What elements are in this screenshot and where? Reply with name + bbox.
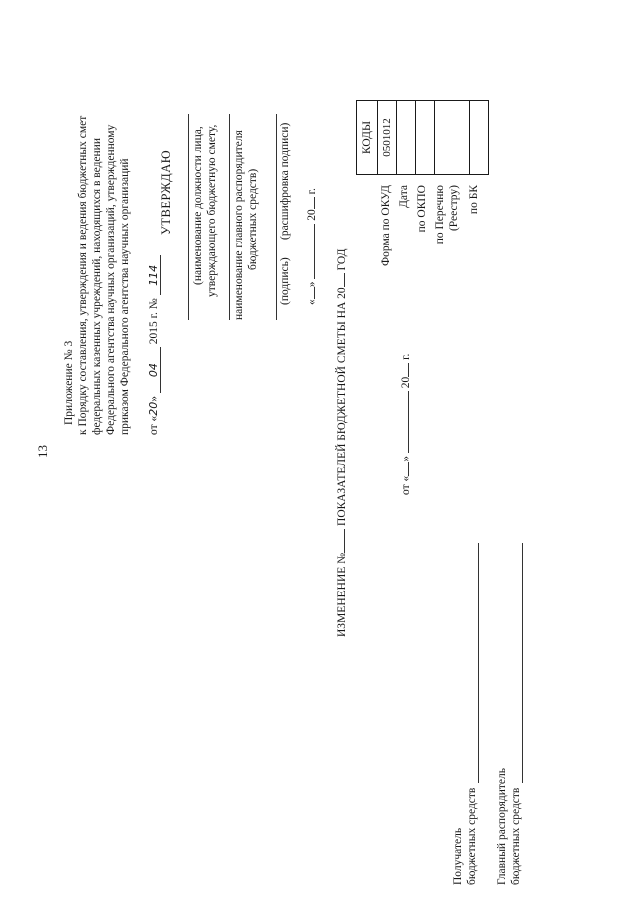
from-close: » xyxy=(400,456,412,462)
codes-table xyxy=(356,100,489,175)
recipient-line xyxy=(478,543,479,783)
title-middle: ПОКАЗАТЕЛЕЙ БЮДЖЕТНОЙ СМЕТЫ НА 20 xyxy=(336,287,348,526)
date-open: « xyxy=(306,299,318,305)
codes-header: КОДЫ xyxy=(357,101,378,175)
label-bk: по БК xyxy=(468,185,480,215)
code-okpo xyxy=(416,101,435,175)
appendix-order-date xyxy=(147,255,161,435)
recipient-label: Получатель xyxy=(452,827,464,885)
manager-line-bottom xyxy=(522,543,523,783)
order-year: 2015 г. № xyxy=(148,298,160,345)
from-year-suffix: г. xyxy=(400,353,412,360)
appendix-line: к Порядку составления, утверждения и ведения бюджетных смет xyxy=(77,115,89,435)
code-date xyxy=(397,101,416,175)
date-close: » xyxy=(306,281,318,288)
order-quote: » xyxy=(148,396,160,402)
approval-caption: (наименование должности лица, xyxy=(192,126,204,285)
signature-line xyxy=(276,114,277,320)
label-date: Дата xyxy=(398,185,410,208)
signature-caption: (подпись) xyxy=(279,257,291,305)
date-year-suffix: г. xyxy=(306,188,318,195)
approval-caption: наименование главного распорядителя xyxy=(233,130,245,320)
approval-date xyxy=(306,188,319,305)
manager-label: Главный распорядитель xyxy=(496,768,508,885)
approval-caption: бюджетных средств) xyxy=(247,168,259,270)
manager-label-2: бюджетных средств xyxy=(510,787,522,885)
position-line xyxy=(188,114,189,320)
code-okud: 0501012 xyxy=(378,101,397,175)
approval-title: УТВЕРЖДАЮ xyxy=(159,149,173,235)
appendix-line: приказом Федерального агентства научных организаций xyxy=(119,158,131,435)
from-year: 20 xyxy=(400,376,412,389)
appendix-line: федеральных казенных учреждений, находящихся в ведении xyxy=(91,138,103,435)
order-number: 114 xyxy=(147,255,161,295)
signature-decode-caption: (расшифровка подписи) xyxy=(279,122,291,240)
label-registry: (Реестру) xyxy=(448,185,460,232)
recipient-label-2: бюджетных средств xyxy=(466,787,478,885)
date-year: 20 xyxy=(306,209,318,221)
label-okpo: по ОКПО xyxy=(416,185,428,233)
label-okud: Форма по ОКУД xyxy=(380,185,392,266)
order-month: 04 xyxy=(147,347,161,393)
appendix-title: Приложение № 3 xyxy=(63,340,75,425)
title-prefix: ИЗМЕНЕНИЕ № xyxy=(336,552,348,637)
order-day: 20 xyxy=(147,401,160,416)
appendix-line: Федерального агентства научных организаций, утвержденному xyxy=(105,124,117,435)
code-registry xyxy=(435,101,470,175)
label-list: по Перечню xyxy=(434,185,446,245)
order-from: от « xyxy=(148,415,160,435)
document-title xyxy=(336,249,349,637)
approval-caption: утверждающего бюджетную смету, xyxy=(206,124,218,297)
from-date xyxy=(400,354,413,495)
title-suffix: ГОД xyxy=(336,248,348,271)
code-bk xyxy=(470,101,489,175)
page-number: 13 xyxy=(35,445,50,458)
manager-line xyxy=(229,114,230,320)
from-open: от « xyxy=(400,475,412,495)
